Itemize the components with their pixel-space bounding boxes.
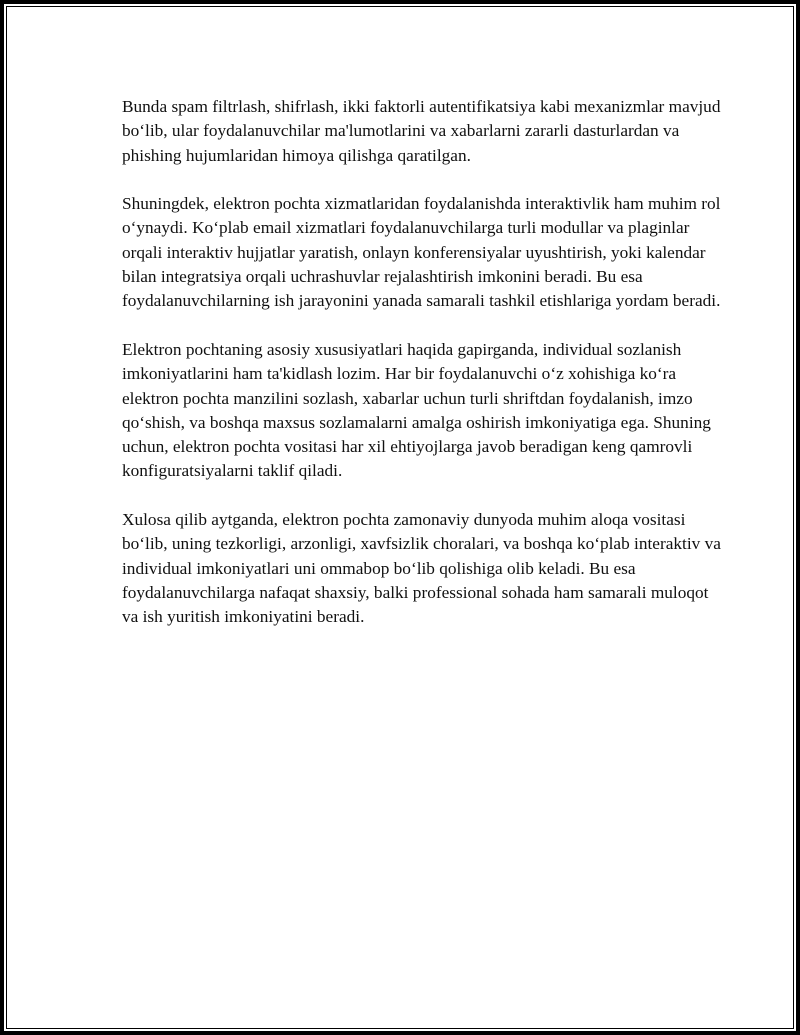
- paragraph-customization: Elektron pochtaning asosiy xususiyatlari haqida gapirganda, individual sozlanish imkoniyatlarini ham ta'kidlash lozim. Har bir foydalanuvchi o‘z xohishiga ko‘ra elektron pochta manzilini sozlash, xabarlar uchun turli shriftdan foydalanish, imzo qo‘shish, va boshqa maxsus sozlamalarni amalga oshirish imkoniyatiga ega. Shuning uchun, elektron pochta vositasi har xil ehtiyojlarga javob beradigan keng qamrovli konfiguratsiyalarni taklif qiladi.: [122, 339, 711, 481]
- paragraph-interactivity: Shuningdek, elektron pochta xizmatlaridan foydalanishda interaktivlik ham muhim rol o‘ynaydi. Ko‘plab email xizmatlari foydalanuvchilarga turli modullar va plaginlar orqali interaktiv hujjatlar yaratish, onlayn konferensiyalar uyushtirish, yoki kalendar bilan integratsiya orqali uchrashuvlar rejalashtirish imkonini beradi. Bu esa foydalanuvchilarning ish jarayonini yanada samarali tashkil etishlariga yordam beradi.: [122, 194, 721, 311]
- paragraph-spam-security: Bunda spam filtrlash, shifrlash, ikki faktorli autentifikatsiya kabi mexanizmlar mavjud bo‘lib, ular foydalanuvchilar ma'lumotlarini va xabarlarni zararli dasturlardan va phishing hujumlaridan himoya qilishga qaratilgan.: [122, 97, 721, 165]
- paragraph-conclusion: Xulosa qilib aytganda, elektron pochta zamonaviy dunyoda muhim aloqa vositasi bo‘lib, uning tezkorligi, arzonligi, xavfsizlik choralari, va boshqa ko‘plab interaktiv va individual imkoniyatlari uni ommabop bo‘lib qolishiga olib keladi. Bu esa foydalanuvchilarga nafaqat shaxsiy, balki professional sohada ham samarali muloqot va ish yuritish imkoniyatini beradi.: [122, 510, 721, 627]
- document-body: [122, 95, 722, 630]
